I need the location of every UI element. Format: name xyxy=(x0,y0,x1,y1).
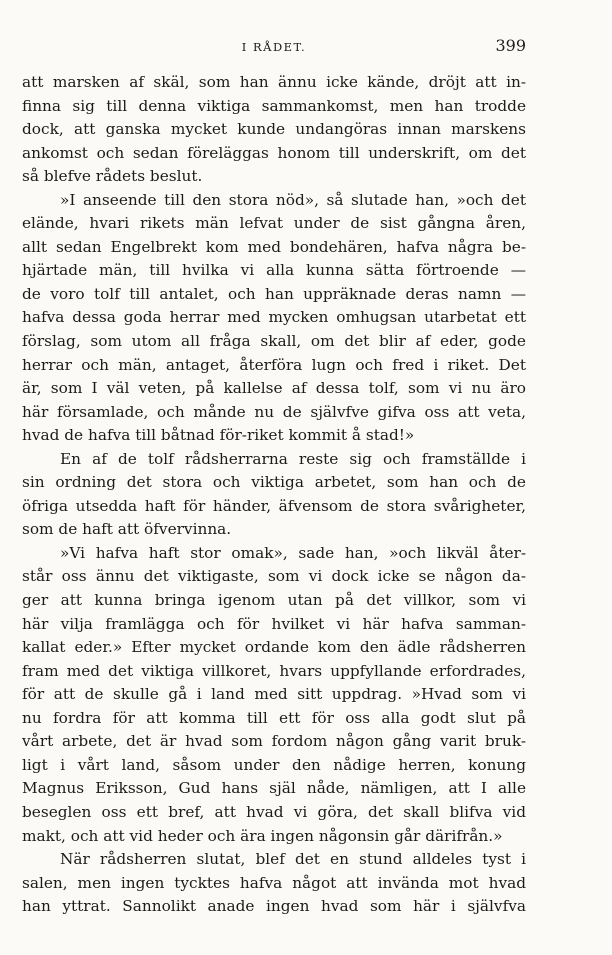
text-line: herrar och män, antaget, återföra lugn och fred i riket. Det xyxy=(22,355,526,374)
text-line: fram med det viktiga villkoret, hvars uppfyllande erfordrades, xyxy=(22,661,526,680)
text-line: En af de tolf rådsherrarna reste sig och framställde i xyxy=(60,449,526,468)
page-number: 399 xyxy=(495,36,526,55)
text-line: beseglen oss ett bref, att hvad vi göra, det skall blifva vid xyxy=(22,802,526,821)
text-line: Magnus Eriksson, Gud hans själ nåde, nämligen, att I alle xyxy=(22,779,526,798)
text-line: nu fordra för att komma till ett för oss alla godt slut på xyxy=(22,708,526,727)
text-line: dock, att ganska mycket kunde undangöras innan marskens xyxy=(22,120,526,139)
running-title: I RÅDET. xyxy=(241,40,307,54)
text-line: hjärtade män, till hvilka vi alla kunna sätta förtroende — xyxy=(22,261,526,280)
text-line: sin ordning det stora och viktiga arbetet, som han och de xyxy=(22,473,526,492)
text-line: här församlade, och månde nu de självfve gifva oss att veta, xyxy=(22,402,526,421)
text-line: finna sig till denna viktiga sammankomst, men han trodde xyxy=(22,96,526,115)
running-head xyxy=(22,36,526,58)
text-line: hafva dessa goda herrar med mycken omhugsan utarbetat ett xyxy=(22,308,526,327)
text-line: de voro tolf till antalet, och han uppräknade deras namn — xyxy=(22,284,526,303)
text-line: ligt i vårt land, såsom under den nådige herren, konung xyxy=(22,755,526,774)
text-line: att marsken af skäl, som han ännu icke kände, dröjt att in- xyxy=(22,73,526,91)
text-line: förslag, som utom all fråga skall, om det blir af eder, gode xyxy=(22,332,526,351)
text-line: han yttrat. Sannolikt anade ingen hvad som här i självfva xyxy=(22,897,526,916)
text-line: för att de skulle gå i land med sitt uppdrag. »Hvad som vi xyxy=(22,685,526,704)
text-line: står oss ännu det viktigaste, som vi dock icke se någon da- xyxy=(22,567,526,586)
text-line: här vilja framlägga och för hvilket vi här hafva samman- xyxy=(22,614,526,633)
text-line: ger att kunna bringa igenom utan på det villkor, som vi xyxy=(22,591,526,610)
text-line: »Vi hafva haft stor omak», sade han, »och likväl åter- xyxy=(60,543,526,562)
text-line: så blefve rådets beslut. xyxy=(22,167,203,186)
text-line: allt sedan Engelbrekt kom med bondehären, hafva några be- xyxy=(22,237,526,256)
text-line: hvad de hafva till båtnad för-riket kommit å stad!» xyxy=(22,426,415,445)
text-line: ankomst och sedan föreläggas honom till underskrift, om det xyxy=(22,143,526,162)
text-line: elände, hvari rikets män lefvat under de sist gångna åren, xyxy=(22,214,526,233)
body-text xyxy=(22,71,526,919)
text-line: »I anseende till den stora nöd», så slutade han, »och det xyxy=(60,190,526,209)
text-line: som de haft att öfvervinna. xyxy=(22,520,232,539)
text-line: vårt arbete, det är hvad som fordom någon gång varit bruk- xyxy=(22,732,526,751)
text-line: När rådsherren slutat, blef det en stund alldeles tyst i xyxy=(60,850,526,869)
text-line: öfriga utsedda haft för händer, äfvensom de stora svårigheter, xyxy=(22,496,526,515)
text-line: salen, men ingen tycktes hafva något att invända mot hvad xyxy=(22,873,526,892)
text-line: kallat eder.» Efter mycket ordande kom den ädle rådsherren xyxy=(22,638,526,657)
text-line: makt, och att vid heder och ära ingen någonsin går därifrån.» xyxy=(22,826,503,845)
text-line: är, som I väl veten, på kallelse af dessa tolf, som vi nu äro xyxy=(22,379,526,398)
